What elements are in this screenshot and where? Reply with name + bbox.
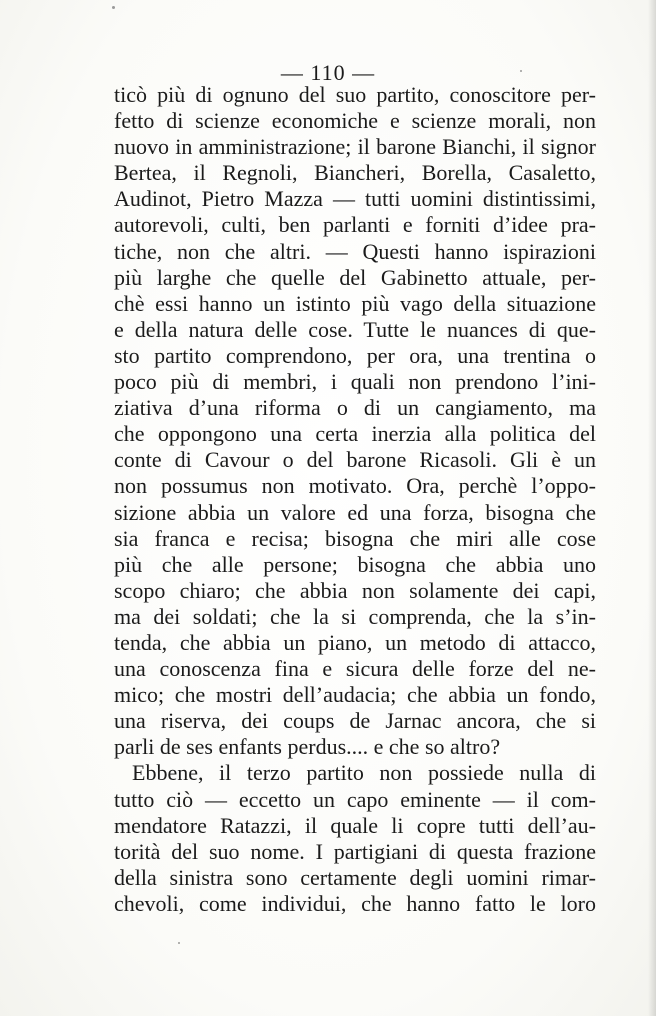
text-line-13: ziativa d’una riforma o di un cangiamento, ma — [114, 395, 596, 421]
body-text — [114, 82, 596, 917]
paper-speck — [178, 942, 180, 944]
text-line-11: sto partito comprendono, per ora, una trentina o — [114, 342, 596, 368]
text-line-5: Audinot, Pietro Mazza — tutti uomini distintissimi, — [114, 186, 596, 212]
text-line-14: che oppongono una certa inerzia alla politica del — [114, 421, 596, 447]
text-line-12: poco più di membri, i quali non prendono l’ini- — [114, 369, 596, 395]
paper-speck — [520, 70, 522, 72]
text-line-19: più che alle persone; bisogna che abbia uno — [114, 551, 596, 577]
text-line-32: chevoli, come individui, che hanno fatto le loro — [114, 890, 596, 916]
text-line-17: sizione abbia un valore ed una forza, bisogna che — [114, 499, 596, 525]
page-number: — 110 — — [280, 60, 376, 85]
text-line-28: tutto ciò — eccetto un capo eminente — il com- — [114, 786, 596, 812]
paper-speck — [112, 6, 115, 9]
page-edge-shadow — [648, 0, 656, 1016]
text-line-6: autorevoli, culti, ben parlanti e forniti d’idee pra- — [114, 212, 596, 238]
text-line-23: una conoscenza fina e sicura delle forze del ne- — [114, 656, 596, 682]
text-line-21: ma dei soldati; che la si comprenda, che la s’in- — [114, 603, 596, 629]
text-line-31: della sinistra sono certamente degli uomini rimar- — [114, 864, 596, 890]
text-line-15: conte di Cavour o del barone Ricasoli. Gli è un — [114, 447, 596, 473]
text-line-7: tiche, non che altri. — Questi hanno ispirazioni — [114, 238, 596, 264]
text-line-8: più larghe che quelle del Gabinetto attuale, per- — [114, 264, 596, 290]
text-line-9: chè essi hanno un istinto più vago della situazione — [114, 290, 596, 316]
text-line-3: nuovo in amministrazione; il barone Bianchi, il signor — [114, 134, 596, 160]
text-line-26: parli de ses enfants perdus.... e che so altro? — [114, 734, 501, 760]
text-line-1: ticò più di ognuno del suo partito, conoscitore per- — [114, 82, 596, 107]
text-line-16: non possumus non motivato. Ora, perchè l’oppo- — [114, 473, 596, 499]
text-line-2: fetto di scienze economiche e scienze morali, non — [114, 108, 596, 134]
text-line-25: una riserva, dei coups de Jarnac ancora, che si — [114, 708, 596, 734]
text-line-29: mendatore Ratazzi, il quale li copre tutti dell’au- — [114, 812, 596, 838]
text-line-10: e della natura delle cose. Tutte le nuances di que- — [114, 316, 596, 342]
text-line-22: tenda, che abbia un piano, un metodo di attacco, — [114, 629, 596, 655]
text-line-30: torità del suo nome. I partigiani di questa frazione — [114, 838, 596, 864]
text-line-18: sia franca e recisa; bisogna che miri alle cose — [114, 525, 596, 551]
text-line-27: Ebbene, il terzo partito non possiede nulla di — [132, 760, 596, 786]
text-line-20: scopo chiaro; che abbia non solamente dei capi, — [114, 577, 596, 603]
text-line-24: mico; che mostri dell’audacia; che abbia un fondo, — [114, 682, 596, 708]
text-line-4: Bertea, il Regnoli, Biancheri, Borella, Casaletto, — [114, 160, 596, 186]
